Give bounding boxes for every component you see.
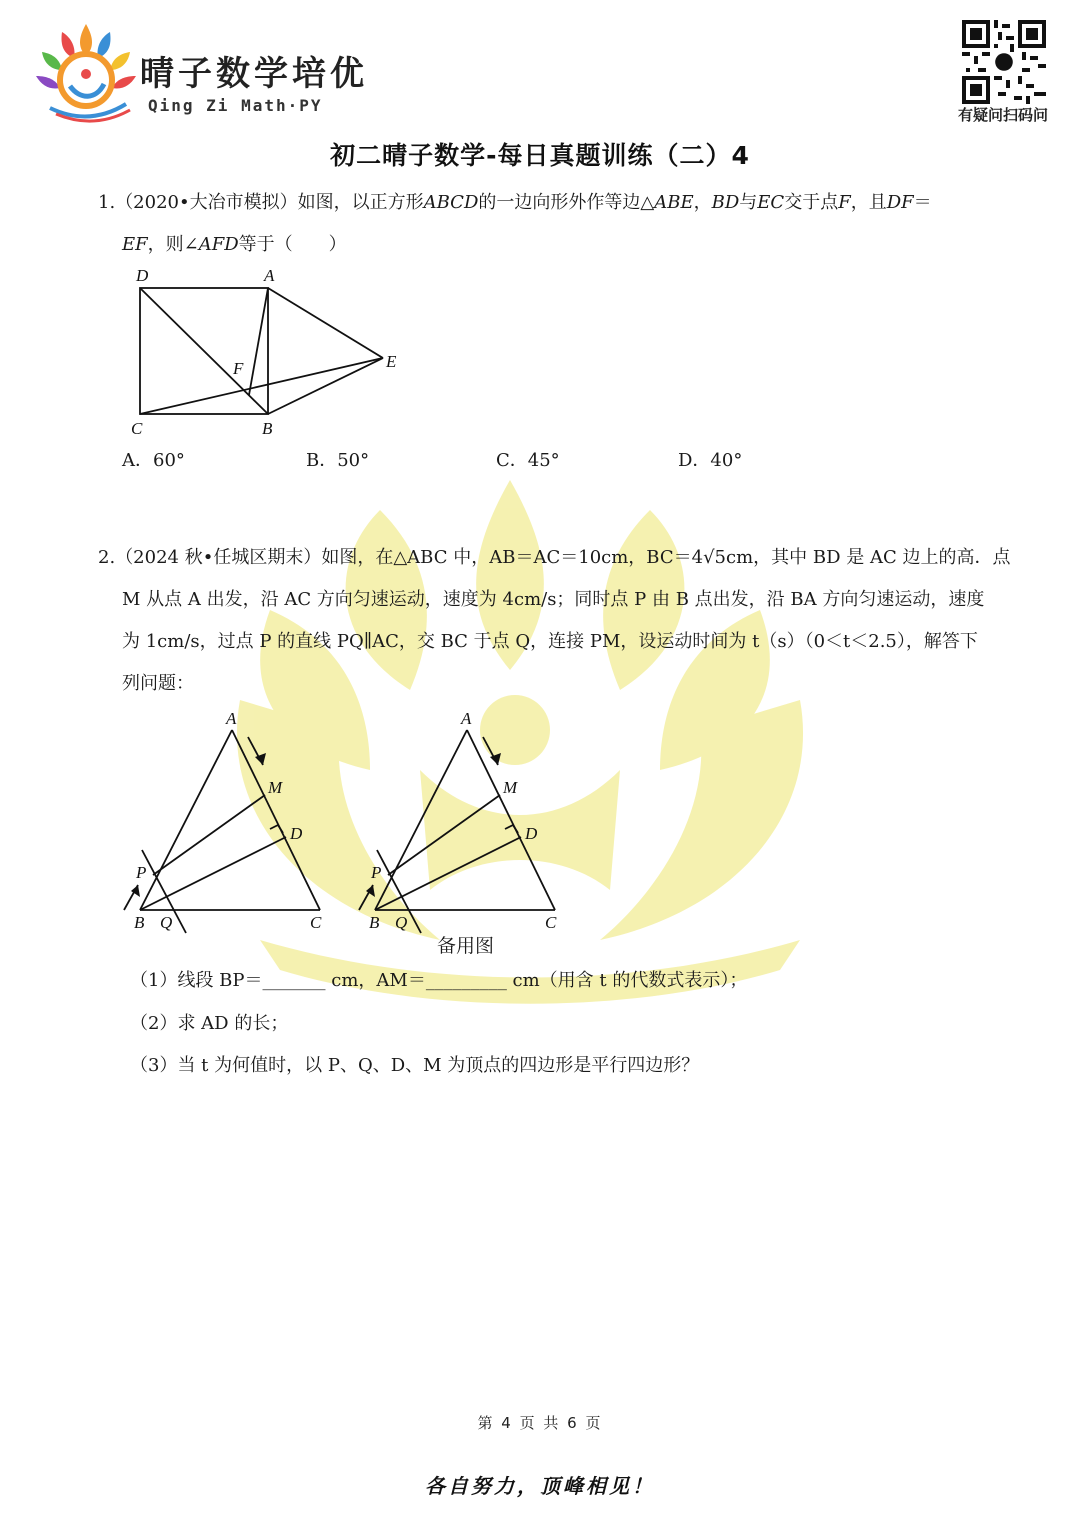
- question-source: （2020•大冶市模拟）: [115, 192, 298, 213]
- label-b: B: [369, 913, 380, 932]
- label-p: P: [136, 863, 147, 882]
- question-number: 2.: [98, 547, 116, 568]
- label-p: P: [371, 863, 382, 882]
- label-c: C: [310, 913, 322, 932]
- question-2-backup-diagram: [355, 705, 585, 940]
- label-b: B: [262, 419, 273, 438]
- question-1-line-1: [98, 182, 998, 224]
- q1-text: 如图，以正方形: [297, 192, 424, 213]
- q1-var: EC: [757, 192, 785, 213]
- q1-text: 与: [739, 192, 758, 213]
- label-a: A: [226, 709, 237, 728]
- q1-text: 交于点: [784, 192, 839, 213]
- label-q: Q: [395, 913, 408, 932]
- question-1-line-2: [122, 224, 347, 266]
- slogan: 各自努力，顶峰相见！: [425, 1474, 655, 1498]
- q1-var: EF: [122, 234, 148, 255]
- question-number: 1.: [98, 192, 116, 213]
- q1-var: DF: [886, 192, 914, 213]
- label-d: D: [525, 824, 538, 843]
- q1-text: 的一边向形外作等边△: [478, 192, 655, 213]
- q1-var: F: [838, 192, 851, 213]
- label-q: Q: [160, 913, 173, 932]
- backup-diagram-caption: 备用图: [437, 935, 495, 957]
- brand-name-cn: 晴子数学培优: [140, 54, 368, 94]
- qr-caption: 有疑问扫码问: [957, 106, 1048, 124]
- question-1-diagram: [118, 262, 418, 442]
- question-2-sub-3: （3）当 t 为何值时，以 P、Q、D、M 为顶点的四边形是平行四边形？: [130, 1055, 700, 1076]
- q1-text: 等于（ ）: [238, 234, 347, 255]
- q1-text: ＝: [913, 192, 932, 213]
- option-a[interactable]: A．60°: [122, 450, 185, 471]
- question-source: （2024 秋•任城区期末）: [115, 547, 322, 568]
- q1-text: ，: [693, 192, 712, 213]
- q1-var: BD: [711, 192, 740, 213]
- label-m: M: [503, 778, 518, 797]
- label-a: A: [461, 709, 472, 728]
- q1-var: ABCD: [423, 192, 479, 213]
- label-e: E: [386, 352, 397, 371]
- label-f: F: [233, 359, 244, 378]
- q1-var: ABE: [654, 192, 694, 213]
- question-2-line-2: M 从点 A 出发，沿 AC 方向匀速运动，速度为 4cm/s；同时点 P 由 B 点出发，沿 BA 方向匀速运动，速度: [122, 589, 985, 610]
- option-c[interactable]: C．45°: [496, 450, 560, 471]
- brand-name-en: Qing Zi Math·PY: [148, 96, 323, 115]
- label-d: D: [136, 266, 149, 285]
- question-2-line-4: 列问题：: [122, 673, 194, 694]
- label-d: D: [290, 824, 303, 843]
- question-2-sub-2: （2）求 AD 的长；: [130, 1013, 289, 1034]
- q1-var: AFD: [198, 234, 239, 255]
- label-a: A: [264, 266, 275, 285]
- option-d[interactable]: D．40°: [678, 450, 743, 471]
- q2-text: 如图，在△ABC 中，AB＝AC＝10cm，BC＝4√5cm，其中 BD 是 AC 边上的高．点: [321, 547, 1011, 568]
- question-2-line-1: [98, 537, 1010, 579]
- question-2-diagram: [120, 705, 350, 940]
- q1-text: ，且: [850, 192, 887, 213]
- brand-logo: [30, 20, 142, 124]
- label-m: M: [268, 778, 283, 797]
- label-b: B: [134, 913, 145, 932]
- q1-text: ，则∠: [147, 234, 199, 255]
- label-c: C: [545, 913, 557, 932]
- page-title: 初二晴子数学-每日真题训练（二）4: [330, 141, 750, 170]
- qr-code[interactable]: [962, 20, 1046, 104]
- label-c: C: [131, 419, 143, 438]
- question-2-sub-1: （1）线段 BP＝_______ cm，AM＝_________ cm（用含 t 的代数式表示）；: [130, 970, 748, 991]
- page-number: 第 4 页 共 6 页: [477, 1414, 603, 1432]
- option-b[interactable]: B．50°: [306, 450, 370, 471]
- question-2-line-3: 为 1cm/s，过点 P 的直线 PQ∥AC，交 BC 于点 Q，连接 PM，设运动时间为 t（s）（0＜t＜2.5），解答下: [122, 631, 978, 652]
